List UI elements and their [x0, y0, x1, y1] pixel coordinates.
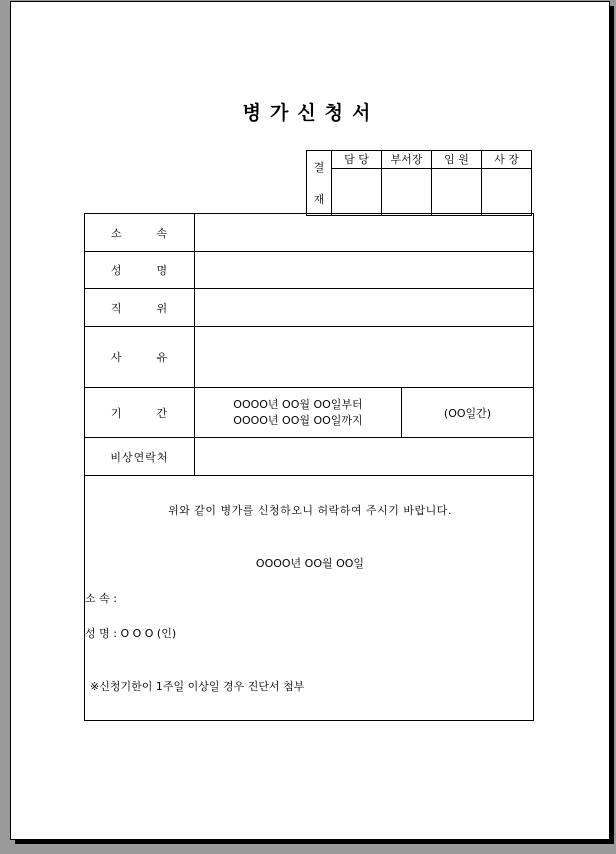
approval-label-bottom: 재	[313, 193, 325, 206]
period-to: OOOO년 OO월 OO일까지	[233, 413, 363, 427]
approval-col-manager: 부서장	[382, 151, 432, 169]
emergency-contact-label: 비상연락처	[85, 438, 195, 476]
approval-sign-executive[interactable]	[432, 168, 482, 215]
request-date: OOOO년 OO월 OO일	[255, 557, 365, 570]
name-label: 성 명	[85, 252, 195, 289]
document-title: 병가신청서	[242, 102, 380, 124]
reason-label: 사 유	[85, 327, 195, 388]
attachment-note: ※신청기한이 1주일 이상일 경우 진단서 첨부	[90, 680, 305, 693]
period-range[interactable]	[195, 388, 402, 438]
approval-col-executive: 임 원	[432, 151, 482, 169]
page-shadow-bottom	[15, 840, 614, 844]
position-label: 직 위	[85, 289, 195, 327]
name-field[interactable]	[195, 252, 534, 289]
name-signature-line: 성 명 : O O O (인)	[85, 627, 177, 640]
statement-area	[85, 476, 534, 721]
document-page	[10, 1, 610, 840]
request-text: 위와 같이 병가를 신청하오니 허락하여 주시기 바랍니다.	[168, 504, 452, 517]
emergency-contact-field[interactable]	[195, 438, 534, 476]
application-form	[84, 213, 534, 721]
period-days[interactable]: (OO일간)	[402, 388, 534, 438]
affiliation-line: 소 속 :	[85, 592, 117, 605]
approval-sign-president[interactable]	[482, 168, 532, 215]
position-field[interactable]	[195, 289, 534, 327]
approval-label	[307, 151, 332, 216]
affiliation-label: 소 속	[85, 214, 195, 252]
affiliation-field[interactable]	[195, 214, 534, 252]
reason-field[interactable]	[195, 327, 534, 388]
period-label: 기 간	[85, 388, 195, 438]
approval-sign-manager[interactable]	[382, 168, 432, 215]
approval-label-top: 결	[313, 161, 325, 174]
approval-box	[306, 150, 532, 216]
approval-col-president: 사 장	[482, 151, 532, 169]
period-from: OOOO년 OO월 OO일부터	[233, 397, 363, 411]
page-shadow-right	[610, 6, 614, 843]
approval-sign-staff[interactable]	[332, 168, 382, 215]
approval-col-staff: 담 당	[332, 151, 382, 169]
